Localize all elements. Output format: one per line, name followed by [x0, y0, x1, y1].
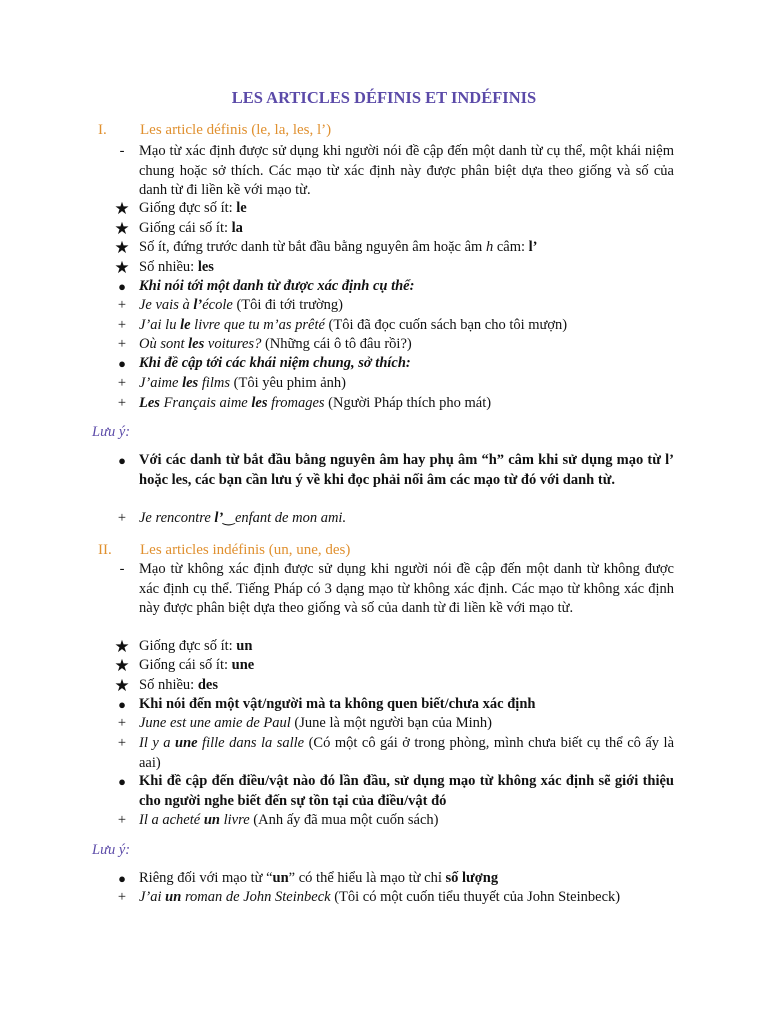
star-icon: ★ [114, 258, 130, 277]
plus-marker: + [117, 375, 127, 391]
section-1-intro: Mạo từ xác định được sử dụng khi người nói đề cập đến một danh từ cụ thể, một khái niệm chung hoặc sở thích. Các mạo từ xác định này được phân biệt dựa theo giống và số của danh từ đi liền kề với mạo từ. [139, 143, 674, 198]
bullet-icon: ● [118, 697, 126, 712]
plus-marker: + [117, 336, 127, 352]
section-1-number: I. [98, 122, 107, 138]
dash-marker: - [119, 561, 125, 577]
star-icon: ★ [114, 199, 130, 218]
star-icon: ★ [114, 656, 130, 675]
note-2-label: Lưu ý: [92, 842, 131, 858]
section-2-intro: Mạo từ không xác định được sử dụng khi người nói đề cập đến một danh từ không được xác định cụ thể. Tiếng Pháp có 3 dạng mạo từ không xác định. Các mạo từ không xác định này được phân biệt dựa theo giống và số của danh từ đi liền kề với mạo từ. [139, 561, 674, 616]
star-icon: ★ [114, 238, 130, 257]
plus-marker: + [117, 812, 127, 828]
dash-marker: - [119, 143, 125, 159]
plus-marker: + [117, 317, 127, 333]
document-title: LES ARTICLES DÉFINIS ET INDÉFINIS [231, 88, 537, 107]
section-2-number: II. [98, 542, 112, 558]
plus-marker: + [117, 735, 127, 751]
plus-marker: + [117, 510, 127, 526]
section-1-title: Les article définis (le, la, les, l’) [140, 122, 332, 138]
section-2-title: Les articles indéfinis (un, une, des) [140, 542, 351, 558]
note-1-label: Lưu ý: [92, 424, 131, 440]
star-icon: ★ [114, 637, 130, 656]
plus-marker: + [117, 395, 127, 411]
star-icon: ★ [114, 219, 130, 238]
bullet-icon: ● [118, 279, 126, 294]
plus-marker: + [117, 297, 127, 313]
note-1-text: Với các danh từ bắt đầu bằng nguyên âm hay phụ âm “h” câm khi sử dụng mạo từ l’ hoặc les, các bạn cần lưu ý về khi đọc phải nối âm các mạo từ đó với danh từ. [139, 452, 674, 488]
bullet-icon: ● [118, 356, 126, 371]
bullet-icon: ● [118, 871, 126, 886]
bullet-icon: ● [118, 453, 126, 468]
plus-marker: + [117, 889, 127, 905]
plus-marker: + [117, 715, 127, 731]
star-icon: ★ [114, 676, 130, 695]
bullet-icon: ● [118, 774, 126, 789]
document-page: LES ARTICLES DÉFINIS ET INDÉFINIS I. Les article définis (le, la, les, l’) - Mạo từ xác định được sử dụng khi người nói đề cập đến một danh từ cụ thể, một khái niệm chung hoặc sở thích. Các mạo từ xác định này được phân biệt dựa theo giống và số của danh từ đi liền kề với mạo từ. ★ Giống đực số ít: le ★ Giống cái số ít: la ★ Số ít, đứng trước danh từ bắt đầu bằng nguyên âm hoặc âm h câm: l’ ★ Số nhiều: les ● Khi nói tới một danh từ được xác định cụ thể: + Je vais à l’école (Tôi đi tới trường) + J’ai lu le livre que tu m’as prêté (Tôi đã đọc cuốn sách bạn cho tôi mượn) + Où sont les voitures? (Những cái ô tô đâu rồi?) ● Khi đề cập tới các khái niệm chung, sở thích: + J’aime les films (Tôi yêu phim ảnh) + Les Français aime les fromages (Người Pháp thích pho mát) Lưu ý: ● Với các danh từ bắt đầu bằng nguyên âm hay phụ âm “h” câm khi sử dụng mạo từ l’ hoặc les, các bạn cần lưu ý về khi đọc phải nối âm các mạo từ đó với danh từ. + Je rencontre l’‿enfant de mon ami. II. Les articles indéfinis (un, une, des) - Mạo từ không xác định được sử dụng khi người nói đề cập đến một danh từ không được xác định cụ thể. Tiếng Pháp có 3 dạng mạo từ không xác định. Các mạo từ không xác định này được phân biệt dựa theo giống và số của danh từ đi liền kề với mạo từ. ★ Giống đực số ít: un ★ Giống cái số ít: une ★ Số nhiều: des ● Khi nói đến một vật/người mà ta không quen biết/chưa xác định + June est une amie de Paul (June là một người bạn của Minh) + Il y a une fille dans la salle (Có một cô gái ở trong phòng, mình chưa biết cụ thể cô ấy là aai) ● Khi đề cập đến điều/vật nào đó lần đầu, sử dụng mạo từ không xác định sẽ giới thiệu cho người nghe biết đến sự tồn tại của điều/vật đó + Il a acheté un livre (Anh ấy đã mua một cuốn sách) Lưu ý: ● Riêng đối với mạo từ “un” có thể hiểu là mạo từ chỉ số lượng + J’ai un roman de John Steinbeck (Tôi có một cuốn tiểu thuyết của John Steinbeck) [0, 0, 768, 1024]
